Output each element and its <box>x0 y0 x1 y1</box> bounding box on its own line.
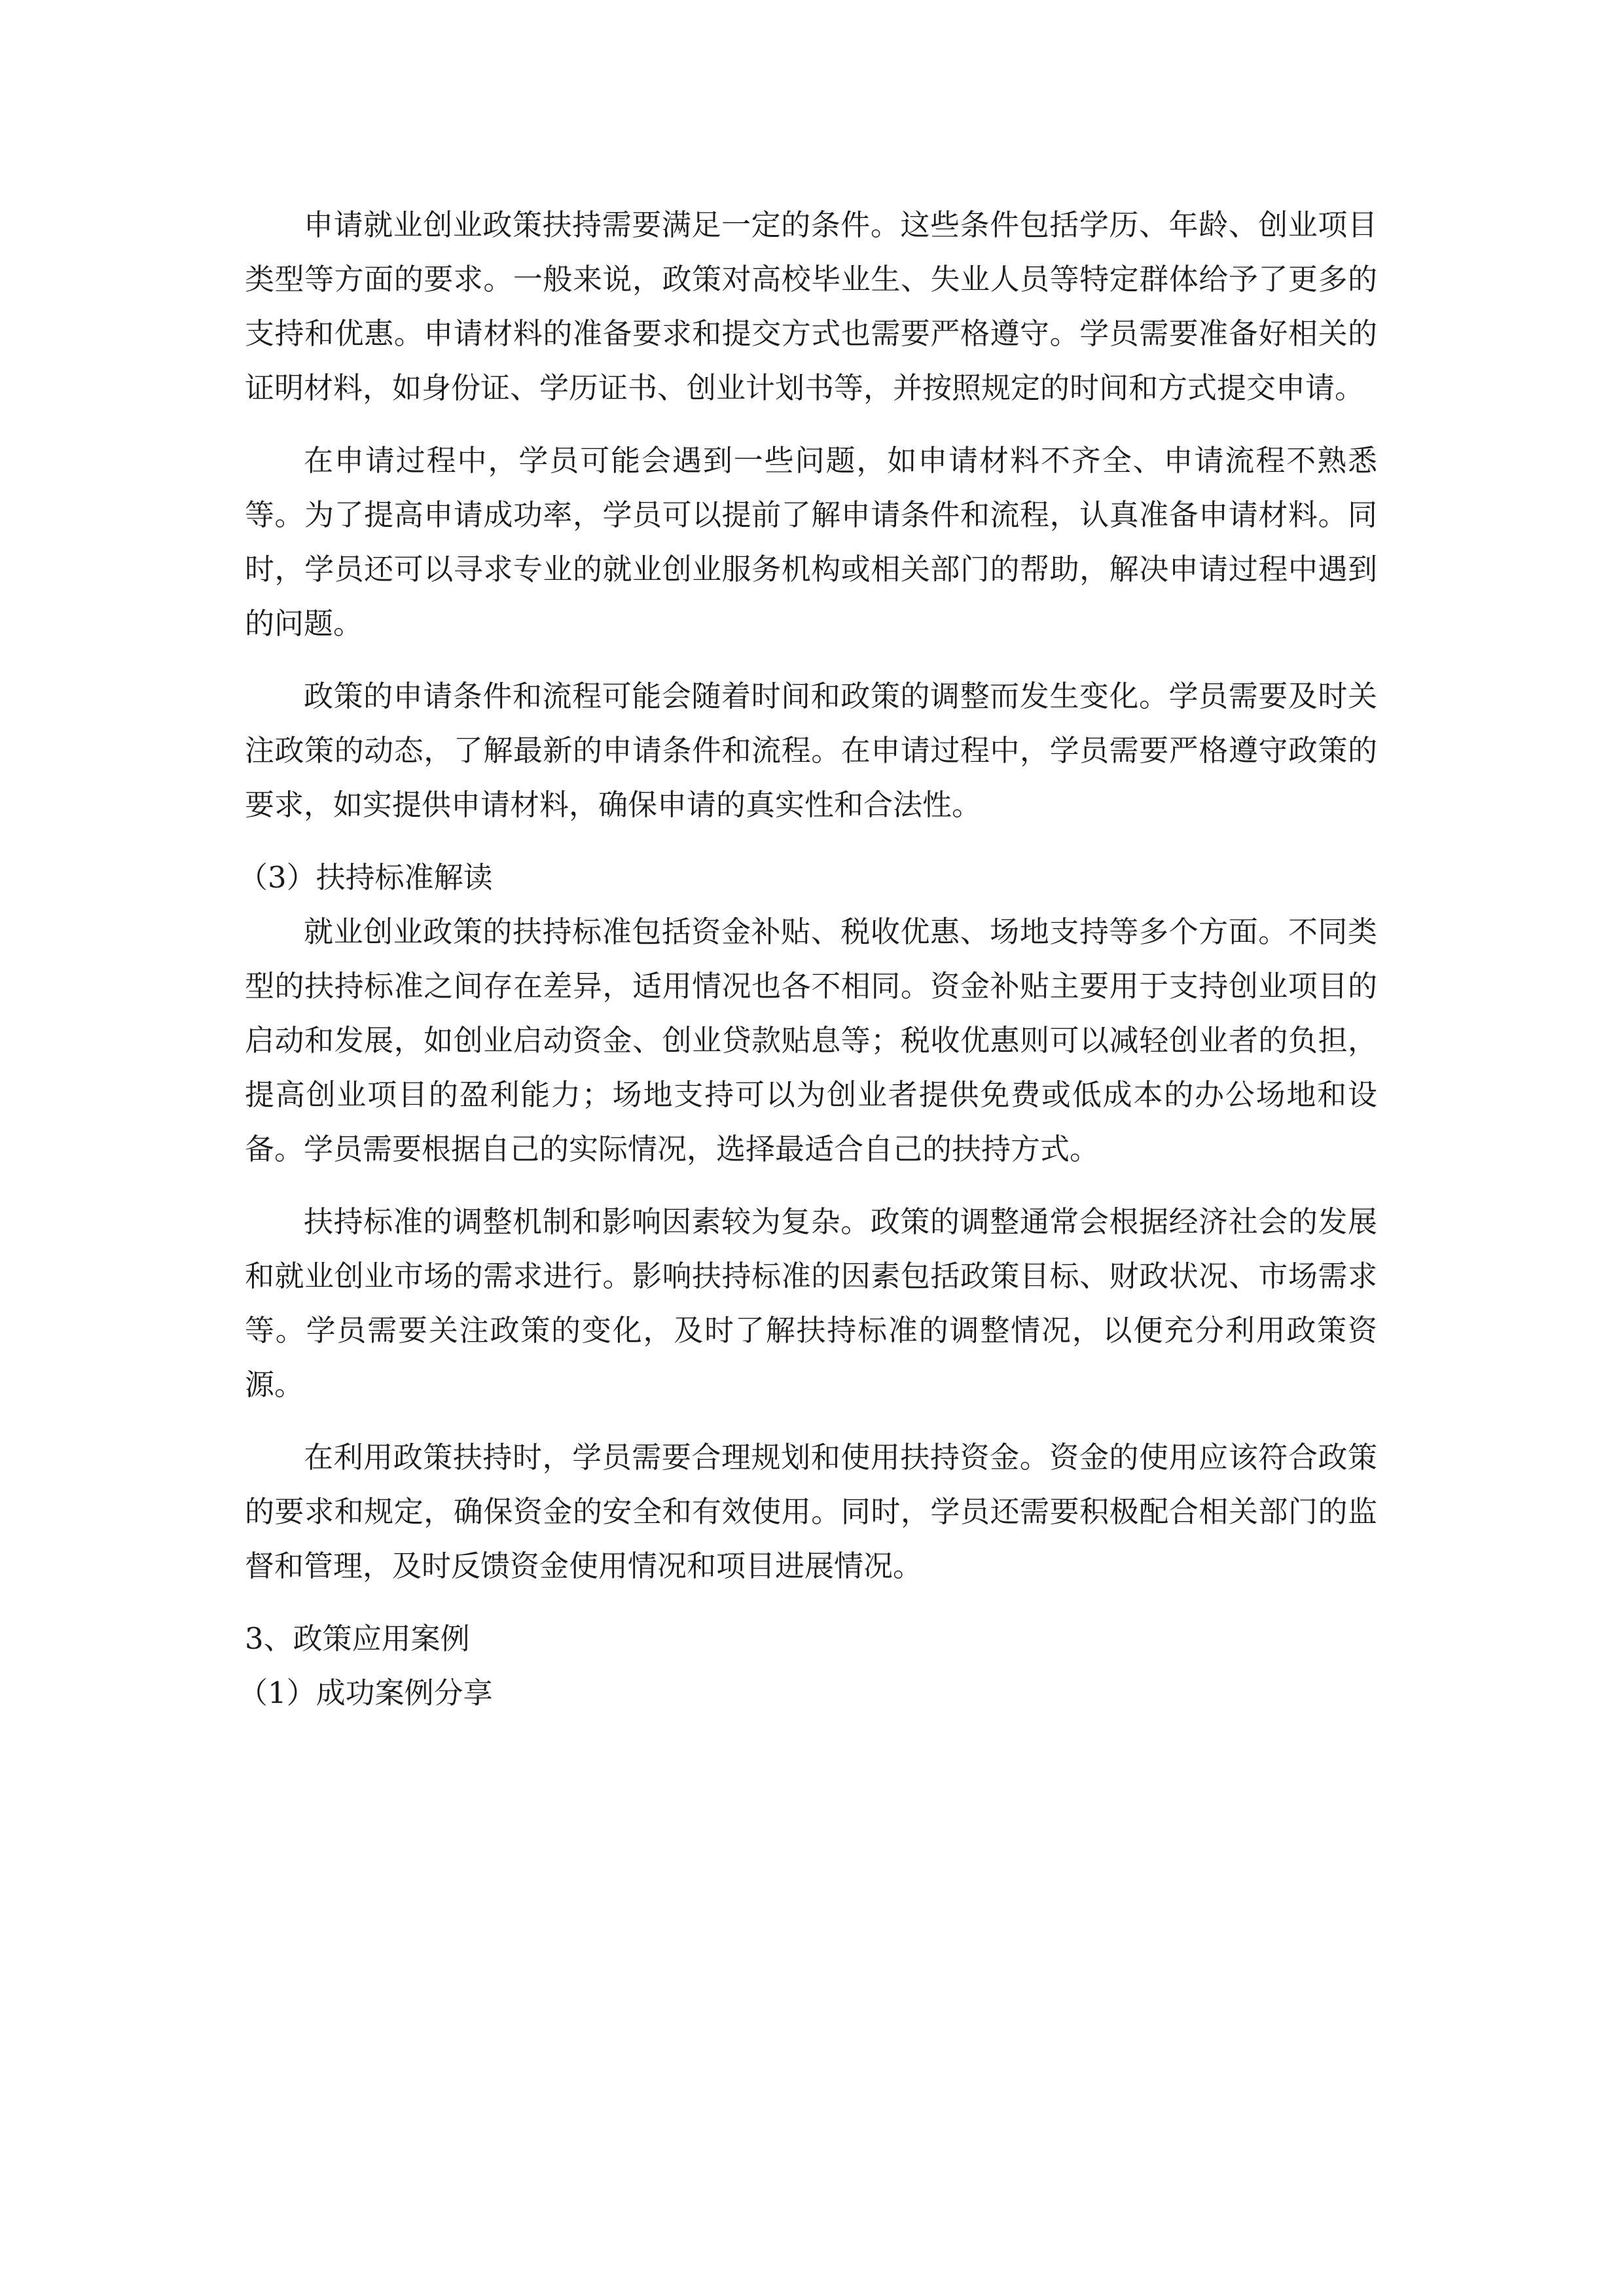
paragraph-application-problems: 在申请过程中，学员可能会遇到一些问题，如申请材料不齐全、申请流程不熟悉等。为了提高申请成功率，学员可以提前了解申请条件和流程，认真准备申请材料。同时，学员还可以寻求专业的就业创业服务机构或相关部门的帮助，解决申请过程中遇到的问题。 <box>245 443 1377 641</box>
paragraph-support-types: 就业创业政策的扶持标准包括资金补贴、税收优惠、场地支持等多个方面。不同类型的扶持标准之间存在差异，适用情况也各不相同。资金补贴主要用于支持创业项目的启动和发展，如创业启动资金、创业贷款贴息等；税收优惠则可以减轻创业者的负担，提高创业项目的盈利能力；场地支持可以为创业者提供免费或低成本的办公场地和设备。学员需要根据自己的实际情况，选择最适合自己的扶持方式。 <box>245 914 1377 1166</box>
paragraph-application-conditions: 申请就业创业政策扶持需要满足一定的条件。这些条件包括学历、年龄、创业项目类型等方面的要求。一般来说，政策对高校毕业生、失业人员等特定群体给予了更多的支持和优惠。申请材料的准备要求和提交方式也需要严格遵守。学员需要准备好相关的证明材料，如身份证、学历证书、创业计划书等，并按照规定的时间和方式提交申请。 <box>245 207 1377 405</box>
heading-success-cases: （1）成功案例分享 <box>238 1676 493 1710</box>
document-body <box>238 198 1377 1720</box>
paragraph-fund-usage: 在利用政策扶持时，学员需要合理规划和使用扶持资金。资金的使用应该符合政策的要求和规定，确保资金的安全和有效使用。同时，学员还需要积极配合相关部门的监督和管理，及时反馈资金使用情况和项目进展情况。 <box>245 1440 1377 1583</box>
heading-support-standards: （3）扶持标准解读 <box>238 860 493 895</box>
heading-policy-cases: 3、政策应用案例 <box>245 1621 470 1656</box>
paragraph-adjustment-mechanism: 扶持标准的调整机制和影响因素较为复杂。政策的调整通常会根据经济社会的发展和就业创业市场的需求进行。影响扶持标准的因素包括政策目标、财政状况、市场需求等。学员需要关注政策的变化，及时了解扶持标准的调整情况，以便充分利用政策资源。 <box>245 1204 1377 1402</box>
paragraph-policy-changes: 政策的申请条件和流程可能会随着时间和政策的调整而发生变化。学员需要及时关注政策的动态，了解最新的申请条件和流程。在申请过程中，学员需要严格遵守政策的要求，如实提供申请材料，确保申请的真实性和合法性。 <box>245 679 1377 822</box>
